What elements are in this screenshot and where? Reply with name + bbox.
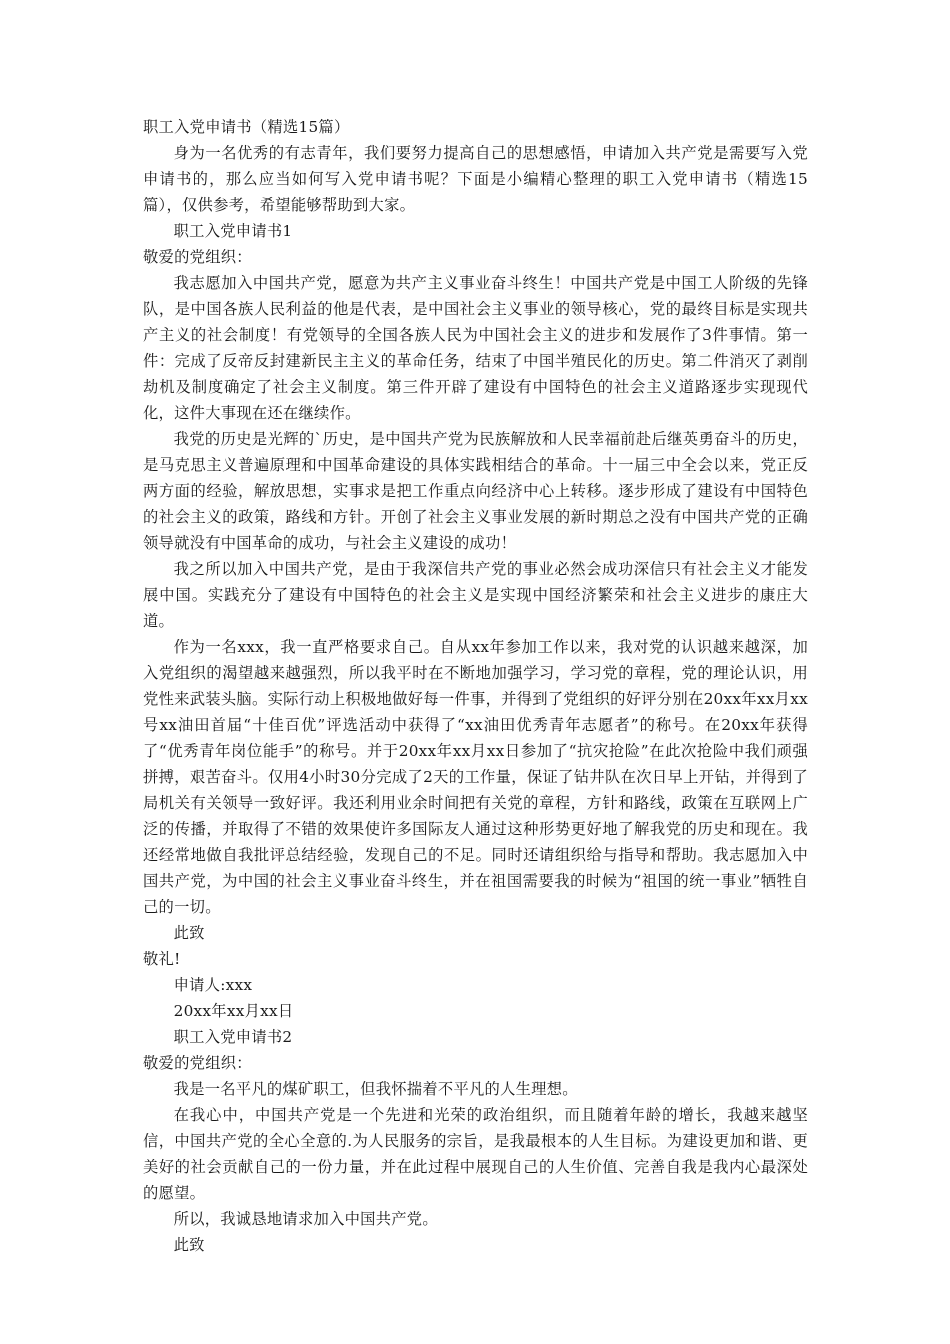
letter1-salutation: 敬爱的党组织： bbox=[143, 248, 252, 266]
document-body bbox=[143, 114, 808, 1258]
letter2-closing: 此致 bbox=[173, 1236, 205, 1254]
letter2-heading: 职工入党申请书2 bbox=[173, 1028, 293, 1046]
letter1-heading: 职工入党申请书1 bbox=[173, 222, 293, 240]
intro-paragraph: 身为一名优秀的有志青年，我们要努力提高自己的思想感悟，申请加入共产党是需要写入党申请书的，那么应当如何写入党申请书呢？下面是小编精心整理的职工入党申请书（精选15篇），仅供参考，希望能够帮助到大家。 bbox=[143, 144, 808, 214]
letter2-paragraph: 在我心中，中国共产党是一个先进和光荣的政治组织，而且随着年龄的增长，我越来越坚信，中国共产党的全心全意的.为人民服务的宗旨，是我最根本的人生目标。为建设更加和谐、更美好的社会贡献自己的一份力量，并在此过程中展现自己的人生价值、完善自我是我内心最深处的愿望。 bbox=[143, 1106, 808, 1202]
letter1-paragraph: 作为一名xxx，我一直严格要求自己。自从xx年参加工作以来，我对党的认识越来越深，加入党组织的渴望越来越强烈，所以我平时在不断地加强学习，学习党的章程，党的理论认识，用党性来武装头脑。实际行动上积极地做好每一件事，并得到了党组织的好评分别在20xx年xx月xx号xx油田首届“十佳百优”评选活动中获得了“xx油田优秀青年志愿者”的称号。在20xx年获得了“优秀青年岗位能手”的称号。并于20xx年xx月xx日参加了“抗灾抢险”在此次抢险中我们顽强拼搏，艰苦奋斗。仅用4小时30分完成了2天的工作量，保证了钻井队在次日早上开钻，并得到了局机关有关领导一致好评。我还利用业余时间把有关党的章程，方针和路线，政策在互联网上广泛的传播，并取得了不错的效果使许多国际友人通过这种形势更好地了解我党的历史和现在。我还经常地做自我批评总结经验，发现自己的不足。同时还请组织给与指导和帮助。我志愿加入中国共产党，为中国的社会主义事业奋斗终生，并在祖国需要我的时候为“祖国的统一事业”牺牲自己的一切。 bbox=[143, 638, 808, 916]
letter1-paragraph: 我党的历史是光辉的`历史，是中国共产党为民族解放和人民幸福前赴后继英勇奋斗的历史，是马克思主义普遍原理和中国革命建设的具体实践相结合的革命。十一届三中全会以来，党正反两方面的经验，解放思想，实事求是把工作重点向经济中心上转移。逐步形成了建设有中国特色的社会主义的政策，路线和方针。开创了社会主义事业发展的新时期总之没有中国共产党的正确领导就没有中国革命的成功，与社会主义建设的成功！ bbox=[143, 430, 808, 552]
letter1-date: 20xx年xx月xx日 bbox=[173, 1002, 294, 1020]
letter2-salutation: 敬爱的党组织： bbox=[143, 1054, 252, 1072]
document-title: 职工入党申请书（精选15篇） bbox=[143, 118, 350, 136]
letter1-applicant: 申请人:xxx bbox=[173, 976, 253, 994]
letter1-closing: 此致 bbox=[173, 924, 205, 942]
letter1-paragraph: 我之所以加入中国共产党，是由于我深信共产党的事业必然会成功深信只有社会主义才能发展中国。实践充分了建设有中国特色的社会主义是实现中国经济繁荣和社会主义进步的康庄大道。 bbox=[143, 560, 808, 630]
letter2-paragraph: 所以，我诚恳地请求加入中国共产党。 bbox=[173, 1210, 438, 1228]
letter1-paragraph: 我志愿加入中国共产党，愿意为共产主义事业奋斗终生！中国共产党是中国工人阶级的先锋队，是中国各族人民利益的他是代表，是中国社会主义事业的领导核心，党的最终目标是实现共产主义的社会制度！有党领导的全国各族人民为中国社会主义的进步和发展作了3件事情。第一件：完成了反帝反封建新民主主义的革命任务，结束了中国半殖民化的历史。第二件消灭了剥削劫机及制度确定了社会主义制度。第三件开辟了建设有中国特色的社会主义道路逐步实现现代化，这件大事现在还在继续作。 bbox=[143, 274, 808, 422]
letter2-paragraph: 我是一名平凡的煤矿职工，但我怀揣着不平凡的人生理想。 bbox=[173, 1080, 578, 1098]
letter1-regards: 敬礼! bbox=[143, 950, 181, 968]
